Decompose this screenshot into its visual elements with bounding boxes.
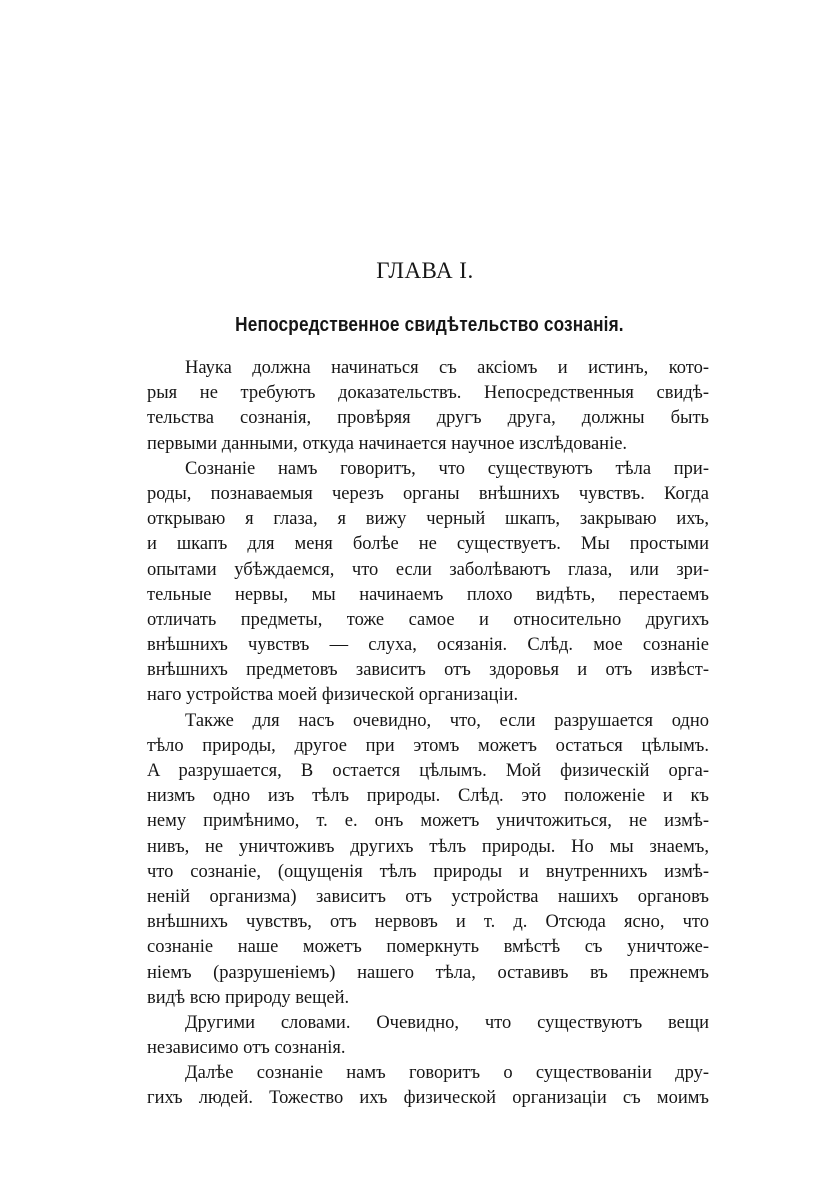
text-line: независимо отъ сознанія. [147,1038,346,1059]
text-line: внѣшнихъ чувствъ — слуха, осязанія. Слѣд. мое сознаніе [147,635,709,656]
text-line: нивъ, не уничтоживъ другихъ тѣлъ природы. Но мы знаемъ, [147,836,709,857]
text-line: наго устройства моей физической организаціи. [147,685,519,706]
text-line: сознаніе наше можетъ померкнуть вмѣстѣ съ уничтоже- [147,937,709,958]
text-line: тельные нервы, мы начинаемъ плохо видѣть, перестаемъ [147,584,709,605]
text-line: рыя не требуютъ доказательствъ. Непосредственныя свидѣ- [147,383,709,404]
chapter-title: Непосредственное свидѣтельство сознанія. [235,314,624,336]
text-line: и шкапъ для меня болѣе не существуетъ. Мы простыми [147,534,709,555]
text-line: низмъ одно изъ тѣлъ природы. Слѣд. это положеніе и къ [147,786,709,807]
text-line: нему примѣнимо, т. е. онъ можетъ уничтожиться, не измѣ- [147,811,709,832]
text-line: отличать предметы, тоже самое и относительно другихъ [147,609,709,630]
text-line: Наука должна начинаться съ аксіомъ и истинъ, кото- [185,358,709,378]
text-line: ніемъ (разрушеніемъ) нашего тѣла, оставивъ въ прежнемъ [147,962,709,983]
text-line: тельства сознанія, провѣряя другъ друга, должны быть [147,408,709,429]
body-text [147,356,709,1112]
text-line: Далѣе сознаніе намъ говоритъ о существованіи дру- [185,1063,709,1084]
text-line: видѣ всю природу вещей. [147,987,350,1008]
text-line: неній организма) зависитъ отъ устройства нашихъ органовъ [147,886,709,907]
chapter-heading: ГЛАВА I. [376,258,474,283]
text-line: Другими словами. Очевидно, что существуютъ вещи [185,1012,709,1033]
text-line: Также для насъ очевидно, что, если разрушается одно [185,710,709,731]
text-line: гихъ людей. Тожество ихъ физической организаціи съ моимъ [147,1088,709,1109]
text-line: внѣшнихъ чувствъ, отъ нервовъ и т. д. Отсюда ясно, что [147,912,709,933]
text-line: внѣшнихъ предметовъ зависитъ отъ здоровья и отъ извѣст- [147,660,709,681]
text-line: тѣло природы, другое при этомъ можетъ остаться цѣлымъ. [147,735,709,756]
text-line: что сознаніе, (ощущенія тѣлъ природы и внутреннихъ измѣ- [147,861,709,882]
text-line: Сознаніе намъ говоритъ, что существуютъ тѣла при- [185,458,709,479]
text-line: первыми данными, откуда начинается научное изслѣдованіе. [147,433,628,454]
text-line: роды, познаваемыя черезъ органы внѣшнихъ чувствъ. Когда [147,483,709,504]
text-line: открываю я глаза, я вижу черный шкапъ, закрываю ихъ, [147,509,709,530]
text-line: опытами убѣждаемся, что если заболѣваютъ глаза, или зри- [147,559,709,580]
text-line: A разрушается, B остается цѣлымъ. Мой физическій орга- [147,761,709,781]
